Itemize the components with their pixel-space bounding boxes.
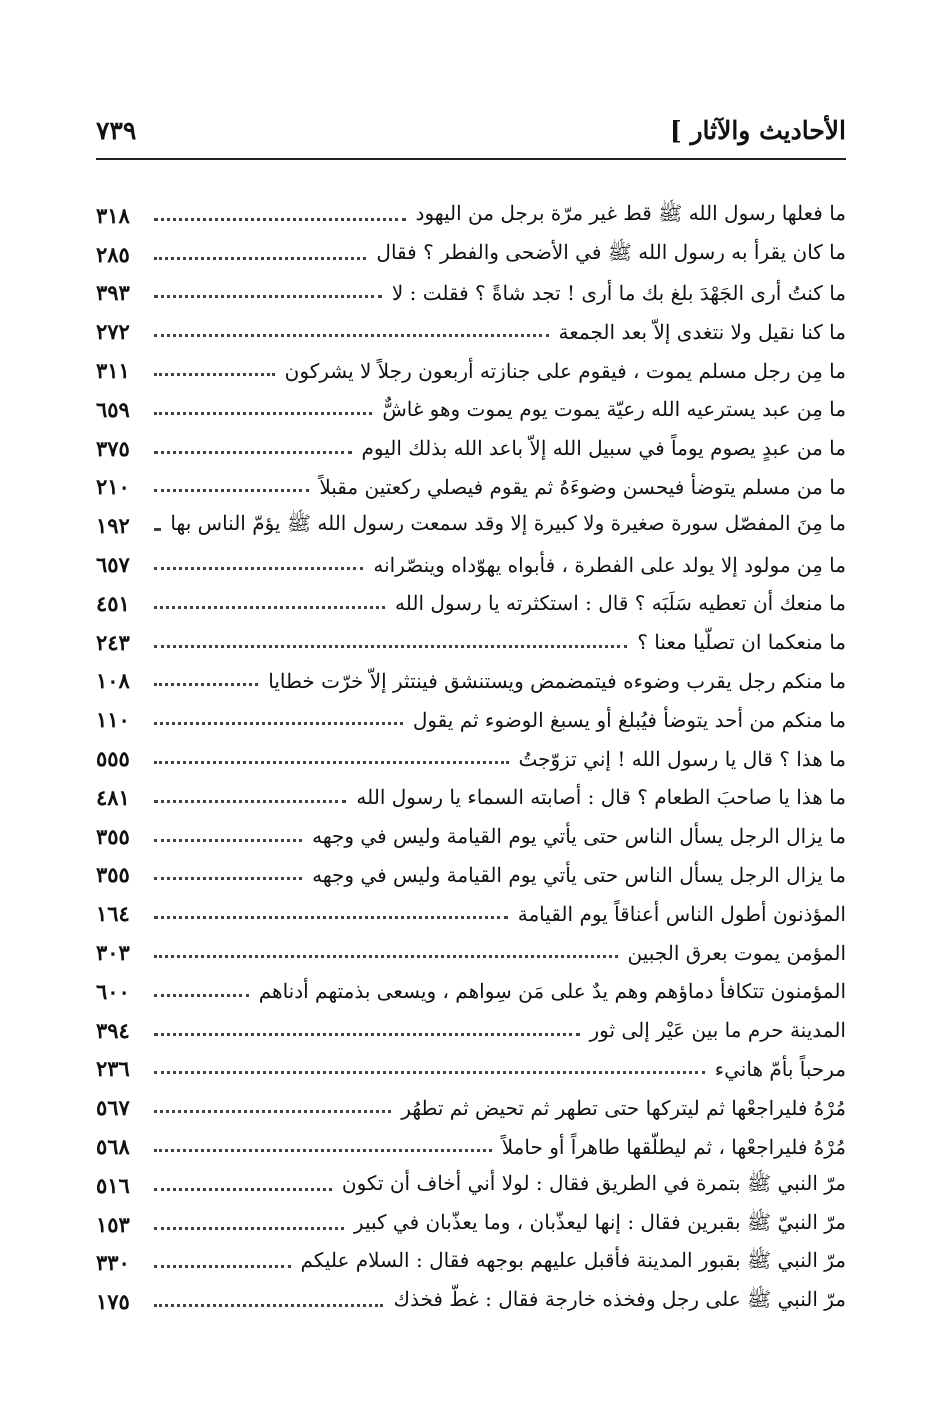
entry-text: ما كنتُ أرى الجَهْدَ بلغ بك ما أرى ! تجد شاةً ؟ فقلت : لا — [391, 280, 846, 305]
entry-text: ما مِن رجل مسلم يموت ، فيقوم على جنازته أربعون رجلاً لا يشركون — [284, 358, 846, 383]
entry-text: ما هذا يا صاحبَ الطعام ؟ قال : أصابته السماء يا رسول الله — [356, 785, 846, 810]
entry-page-number: ٣١١ — [96, 358, 130, 384]
dot-leader — [154, 365, 275, 376]
index-entry — [96, 700, 846, 739]
entry-page-number: ١٦٤ — [96, 901, 130, 927]
index-entry — [96, 312, 846, 351]
dot-leader — [154, 210, 406, 221]
entry-text: ما كان يقرأ به رسول الله ﷺ في الأضحى والفطر ؟ فقال — [376, 239, 846, 264]
dot-leader — [154, 249, 366, 260]
index-entry — [96, 390, 846, 429]
index-entry — [96, 972, 846, 1011]
dot-leader — [154, 869, 302, 880]
index-entry — [96, 933, 846, 972]
index-entry — [96, 739, 846, 778]
entry-text: المؤمنون تتكافأ دماؤهم وهم يدٌ على مَن سِواهم ، ويسعى بذمتهم أدناهم — [258, 979, 846, 1004]
index-entry — [96, 778, 846, 817]
entry-page-number: ٣١٨ — [96, 202, 130, 228]
index-entry — [96, 1088, 846, 1127]
entry-page-number: ٥٥٥ — [96, 746, 130, 772]
index-entry — [96, 662, 846, 701]
entry-page-number: ٦٥٧ — [96, 552, 130, 578]
dot-leader — [154, 947, 618, 958]
index-entry — [96, 1166, 846, 1205]
entry-page-number: ١٧٥ — [96, 1289, 130, 1315]
entry-page-number: ٦٠٠ — [96, 978, 130, 1004]
entry-page-number: ٦٥٩ — [96, 396, 130, 422]
dot-leader — [154, 637, 627, 648]
entry-text: مرّ النبي ﷺ على رجل وفخذه خارجة فقال : غطّ فخذك — [393, 1287, 846, 1312]
dot-leader — [154, 443, 352, 454]
entry-text: ما منعك أن تعطيه سَلَبَه ؟ قال : استكثرته يا رسول الله — [395, 591, 846, 616]
dot-leader — [154, 1141, 492, 1152]
dot-leader — [154, 714, 403, 725]
entry-page-number: ٥٦٨ — [96, 1134, 130, 1160]
dot-leader — [154, 675, 258, 686]
entry-text: ما من عبدٍ يصوم يوماً في سبيل الله إلاّ باعد الله بذلك اليوم — [361, 436, 846, 461]
dot-leader — [154, 1257, 291, 1268]
entry-text: ما هذا ؟ قال يا رسول الله ! إني تزوّجتُ — [518, 746, 846, 771]
entry-page-number: ٢٤٣ — [96, 629, 130, 655]
index-entry — [96, 1205, 846, 1244]
entry-text: مرّ النبي ﷺ بقبور المدينة فأقبل عليهم بوجهه فقال : السلام عليكم — [300, 1248, 846, 1273]
entry-text: ما كنا نقيل ولا نتغدى إلاّ بعد الجمعة — [558, 319, 846, 344]
index-entry — [96, 1127, 846, 1166]
index-entry — [96, 817, 846, 856]
entry-text: ما منعكما ان تصلّيا معنا ؟ — [637, 630, 846, 655]
hadith-index-list — [96, 196, 846, 1321]
entry-page-number: ٣٥٥ — [96, 823, 130, 849]
index-entry — [96, 1244, 846, 1283]
entry-text: ما منكم من أحد يتوضأ فيُبلغ أو يسبغ الوضوء ثم يقول — [412, 707, 846, 732]
entry-page-number: ١٠٨ — [96, 668, 130, 694]
entry-page-number: ٣٥٥ — [96, 862, 130, 888]
entry-page-number: ٣٩٤ — [96, 1017, 130, 1043]
entry-text: ما مِن مولود إلا يولد على الفطرة ، فأبواه يهوّداه وينصّرانه — [373, 552, 846, 577]
dot-leader — [154, 287, 382, 298]
entry-page-number: ١٩٢ — [96, 513, 130, 539]
index-entry — [96, 506, 846, 545]
index-entry — [96, 429, 846, 468]
entry-page-number: ١١٠ — [96, 707, 130, 733]
dot-leader — [154, 986, 249, 997]
index-entry — [96, 351, 846, 390]
entry-text: مرّ النبيّ ﷺ بقبرين فقال : إنها ليعذّبان ، وما يعذّبان في كبير — [353, 1209, 846, 1234]
entry-text: ما من مسلم يتوضأ فيحسن وضوءَهُ ثم يقوم فيصلي ركعتين مقبلاً — [319, 474, 846, 499]
dot-leader — [154, 792, 346, 803]
dot-leader — [154, 326, 549, 337]
dot-leader — [154, 404, 372, 415]
dot-leader — [154, 520, 160, 531]
entry-page-number: ٢٣٦ — [96, 1056, 130, 1082]
index-entry — [96, 856, 846, 895]
header-rule — [96, 158, 846, 160]
entry-text: ما منكم رجل يقرب وضوءه فيتمضمض ويستنشق فينتثر إلاّ خرّت خطايا — [268, 668, 846, 693]
page-number: ٧٣٩ — [96, 115, 137, 145]
entry-text: ما مِن عبد يسترعيه الله رعيّة يموت يوم يموت وهو غاشٌّ — [382, 397, 846, 422]
index-entry — [96, 545, 846, 584]
entry-page-number: ٤٥١ — [96, 590, 130, 616]
entry-text: ما مِنَ المفصّل سورة صغيرة ولا كبيرة إلا وقد سمعت رسول الله ﷺ يؤمّ الناس بها — [170, 511, 846, 536]
dot-leader — [154, 1180, 332, 1191]
entry-page-number: ٣٣٠ — [96, 1250, 130, 1276]
entry-text: المدينة حرم ما بين عَيْر إلى ثور — [589, 1018, 846, 1043]
running-header-title: الأحاديث والآثار ] — [669, 115, 846, 145]
index-entry — [96, 235, 846, 274]
index-entry — [96, 196, 846, 235]
dot-leader — [154, 559, 363, 570]
entry-page-number: ٢١٠ — [96, 474, 130, 500]
entry-text: ما يزال الرجل يسأل الناس حتى يأتي يوم القيامة وليس في وجهه — [312, 862, 846, 887]
dot-leader — [154, 1296, 383, 1307]
entry-page-number: ٣٧٥ — [96, 435, 130, 461]
entry-page-number: ١٥٣ — [96, 1211, 130, 1237]
entry-text: ما فعلها رسول الله ﷺ قط غير مرّة برجل من اليهود — [415, 200, 846, 225]
dot-leader — [154, 1219, 344, 1230]
entry-page-number: ٤٨١ — [96, 784, 130, 810]
entry-text: مُرْهُ فليراجعْها ، ثم ليطلّقها طاهراً أو حاملاً — [501, 1134, 846, 1159]
entry-page-number: ٥٦٧ — [96, 1095, 130, 1121]
dot-leader — [154, 1102, 391, 1113]
entry-page-number: ٢٨٥ — [96, 241, 130, 267]
entry-text: المؤذنون أطول الناس أعناقاً يوم القيامة — [517, 901, 846, 926]
index-entry — [96, 1011, 846, 1050]
dot-leader — [154, 598, 385, 609]
index-entry — [96, 274, 846, 313]
dot-leader — [154, 831, 302, 842]
entry-text: مُرْهُ فليراجعْها ثم ليتركها حتى تطهر ثم تحيض ثم تطهُر — [401, 1095, 846, 1120]
index-entry — [96, 623, 846, 662]
dot-leader — [154, 908, 508, 919]
entry-text: مرّ النبي ﷺ بتمرة في الطريق فقال : لولا أني أخاف أن تكون — [341, 1170, 846, 1195]
dot-leader — [154, 481, 309, 492]
entry-text: المؤمن يموت بعرق الجبين — [627, 940, 846, 965]
index-entry — [96, 468, 846, 507]
dot-leader — [154, 1025, 580, 1036]
dot-leader — [154, 753, 509, 764]
entry-page-number: ٥١٦ — [96, 1172, 130, 1198]
entry-text: ما يزال الرجل يسأل الناس حتى يأتي يوم القيامة وليس في وجهه — [312, 824, 846, 849]
entry-text: مرحباً بأمّ هانيء — [714, 1056, 846, 1081]
entry-page-number: ٢٧٢ — [96, 319, 130, 345]
entry-page-number: ٣٩٣ — [96, 280, 130, 306]
entry-page-number: ٣٠٣ — [96, 940, 130, 966]
index-entry — [96, 584, 846, 623]
index-entry — [96, 1282, 846, 1321]
page-header — [96, 112, 846, 148]
dot-leader — [154, 1063, 705, 1074]
index-entry — [96, 1050, 846, 1089]
index-entry — [96, 894, 846, 933]
